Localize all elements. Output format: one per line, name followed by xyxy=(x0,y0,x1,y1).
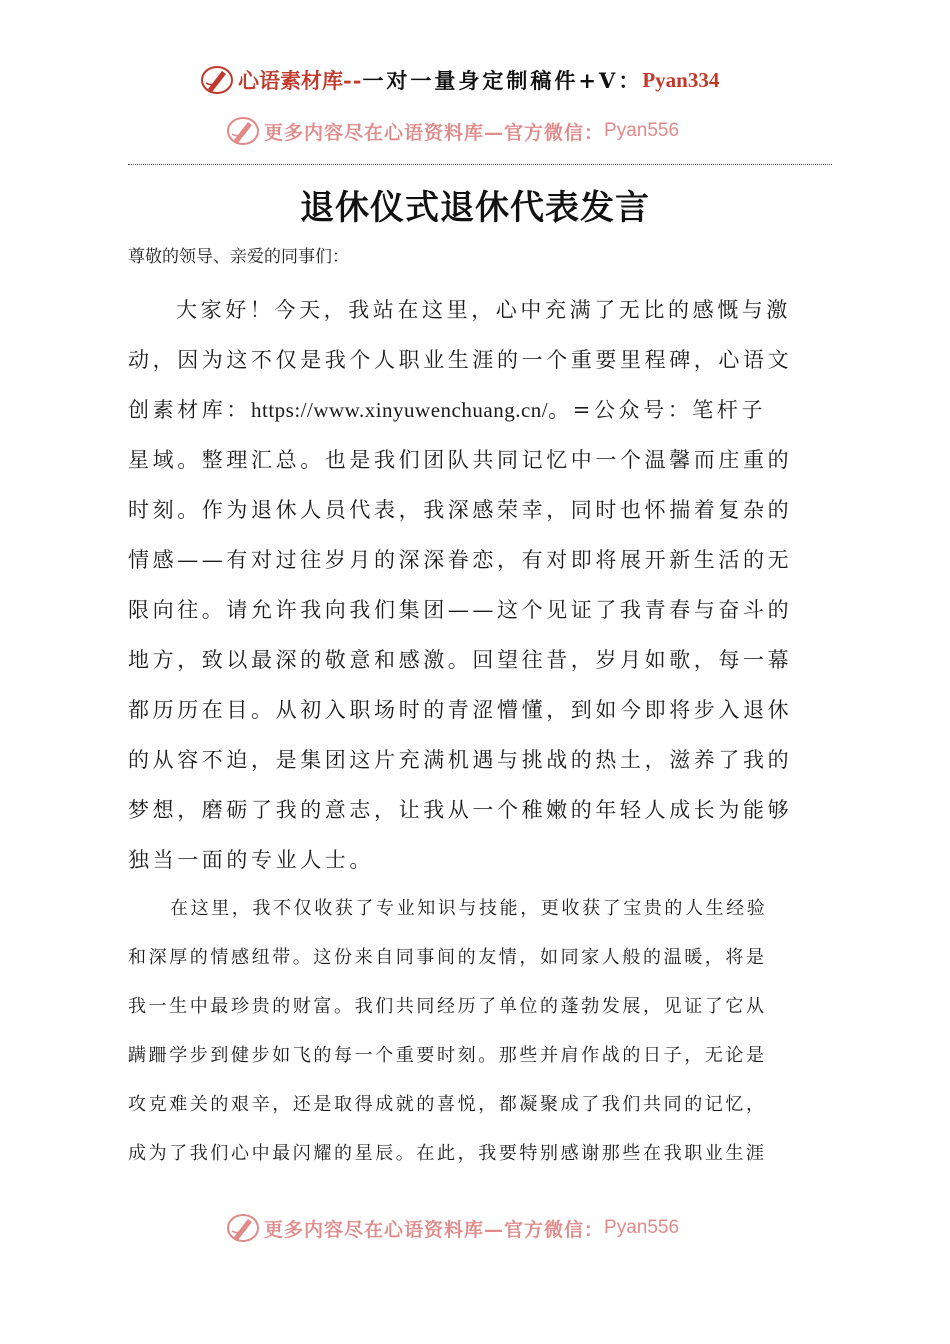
header-dash: -- xyxy=(343,67,363,93)
paragraph-line: 成为了我们心中最闪耀的星辰。在此，我要特别感谢那些在我职业生涯 xyxy=(128,1143,767,1164)
paragraph-2 xyxy=(128,884,828,1178)
paragraph-line: 大家好！今天，我站在这里，心中充满了无比的感慨与激 xyxy=(176,298,791,322)
watermark-top xyxy=(226,113,679,149)
header-wechat-id: Pyan334 xyxy=(642,67,720,92)
watermark-wechat-id: Pyan556 xyxy=(604,120,680,141)
paragraph-line: 梦想，磨砺了我的意志，让我从一个稚嫩的年轻人成长为能够 xyxy=(128,798,793,822)
salutation: 尊敬的领导、亲爱的同事们： xyxy=(128,247,349,267)
header-banner xyxy=(200,62,719,98)
watermark-text: 更多内容尽在心语资料库—官方微信： xyxy=(264,121,605,144)
pen-logo-icon xyxy=(200,63,234,97)
paragraph-line: 情感——有对过往岁月的深深眷恋，有对即将展开新生活的无 xyxy=(128,548,793,572)
paragraph-line: 攻克难关的艰辛，还是取得成就的喜悦，都凝聚成了我们共同的记忆， xyxy=(128,1094,767,1115)
paragraph-line: 限向往。请允许我向我们集团——这个见证了我青春与奋斗的 xyxy=(128,598,793,622)
paragraph-line: 动，因为这不仅是我个人职业生涯的一个重要里程碑，心语文 xyxy=(128,348,793,372)
watermark-bottom xyxy=(226,1210,679,1246)
paragraph-line: 和深厚的情感纽带。这份来自同事间的友情，如同家人般的温暖，将是 xyxy=(128,947,767,968)
paragraph-line: 独当一面的专业人士。 xyxy=(128,848,374,872)
paragraph-line: 时刻。作为退休人员代表，我深感荣幸，同时也怀揣着复杂的 xyxy=(128,498,793,522)
watermark-text: 更多内容尽在心语资料库—官方微信： xyxy=(264,1218,605,1241)
paragraph-line: 在这里，我不仅收获了专业知识与技能，更收获了宝贵的人生经验 xyxy=(170,898,768,919)
pen-logo-icon xyxy=(226,1211,260,1245)
paragraph-line: 星域。整理汇总。也是我们团队共同记忆中一个温馨而庄重的 xyxy=(128,448,793,472)
paragraph-line: 地方，致以最深的敬意和感激。回望往昔，岁月如歌，每一幕 xyxy=(128,648,793,672)
paragraph-line: 蹒跚学步到健步如飞的每一个重要时刻。那些并肩作战的日子，无论是 xyxy=(128,1045,767,1066)
paragraph-1 xyxy=(128,285,828,885)
watermark-wechat-id: Pyan556 xyxy=(604,1217,680,1238)
header-slogan: 一对一量身定制稿件+V： xyxy=(362,68,643,93)
pen-logo-icon xyxy=(226,114,260,148)
brand-name: 心语素材库 xyxy=(238,68,343,93)
website-url: https://www.xinyuwenchuang.cn/ xyxy=(251,398,549,422)
document-title: 退休仪式退休代表发言 xyxy=(300,188,650,228)
header-divider xyxy=(128,164,832,165)
paragraph-line: 都历历在目。从初入职场时的青涩懵懂，到如今即将步入退休 xyxy=(128,698,793,722)
paragraph-line: 我一生中最珍贵的财富。我们共同经历了单位的蓬勃发展，见证了它从 xyxy=(128,996,767,1017)
paragraph-line: 创素材库：https://www.xinyuwenchuang.cn/。=公众号：笔杆子 xyxy=(128,398,767,422)
paragraph-line: 的从容不迫，是集团这片充满机遇与挑战的热土，滋养了我的 xyxy=(128,748,793,772)
